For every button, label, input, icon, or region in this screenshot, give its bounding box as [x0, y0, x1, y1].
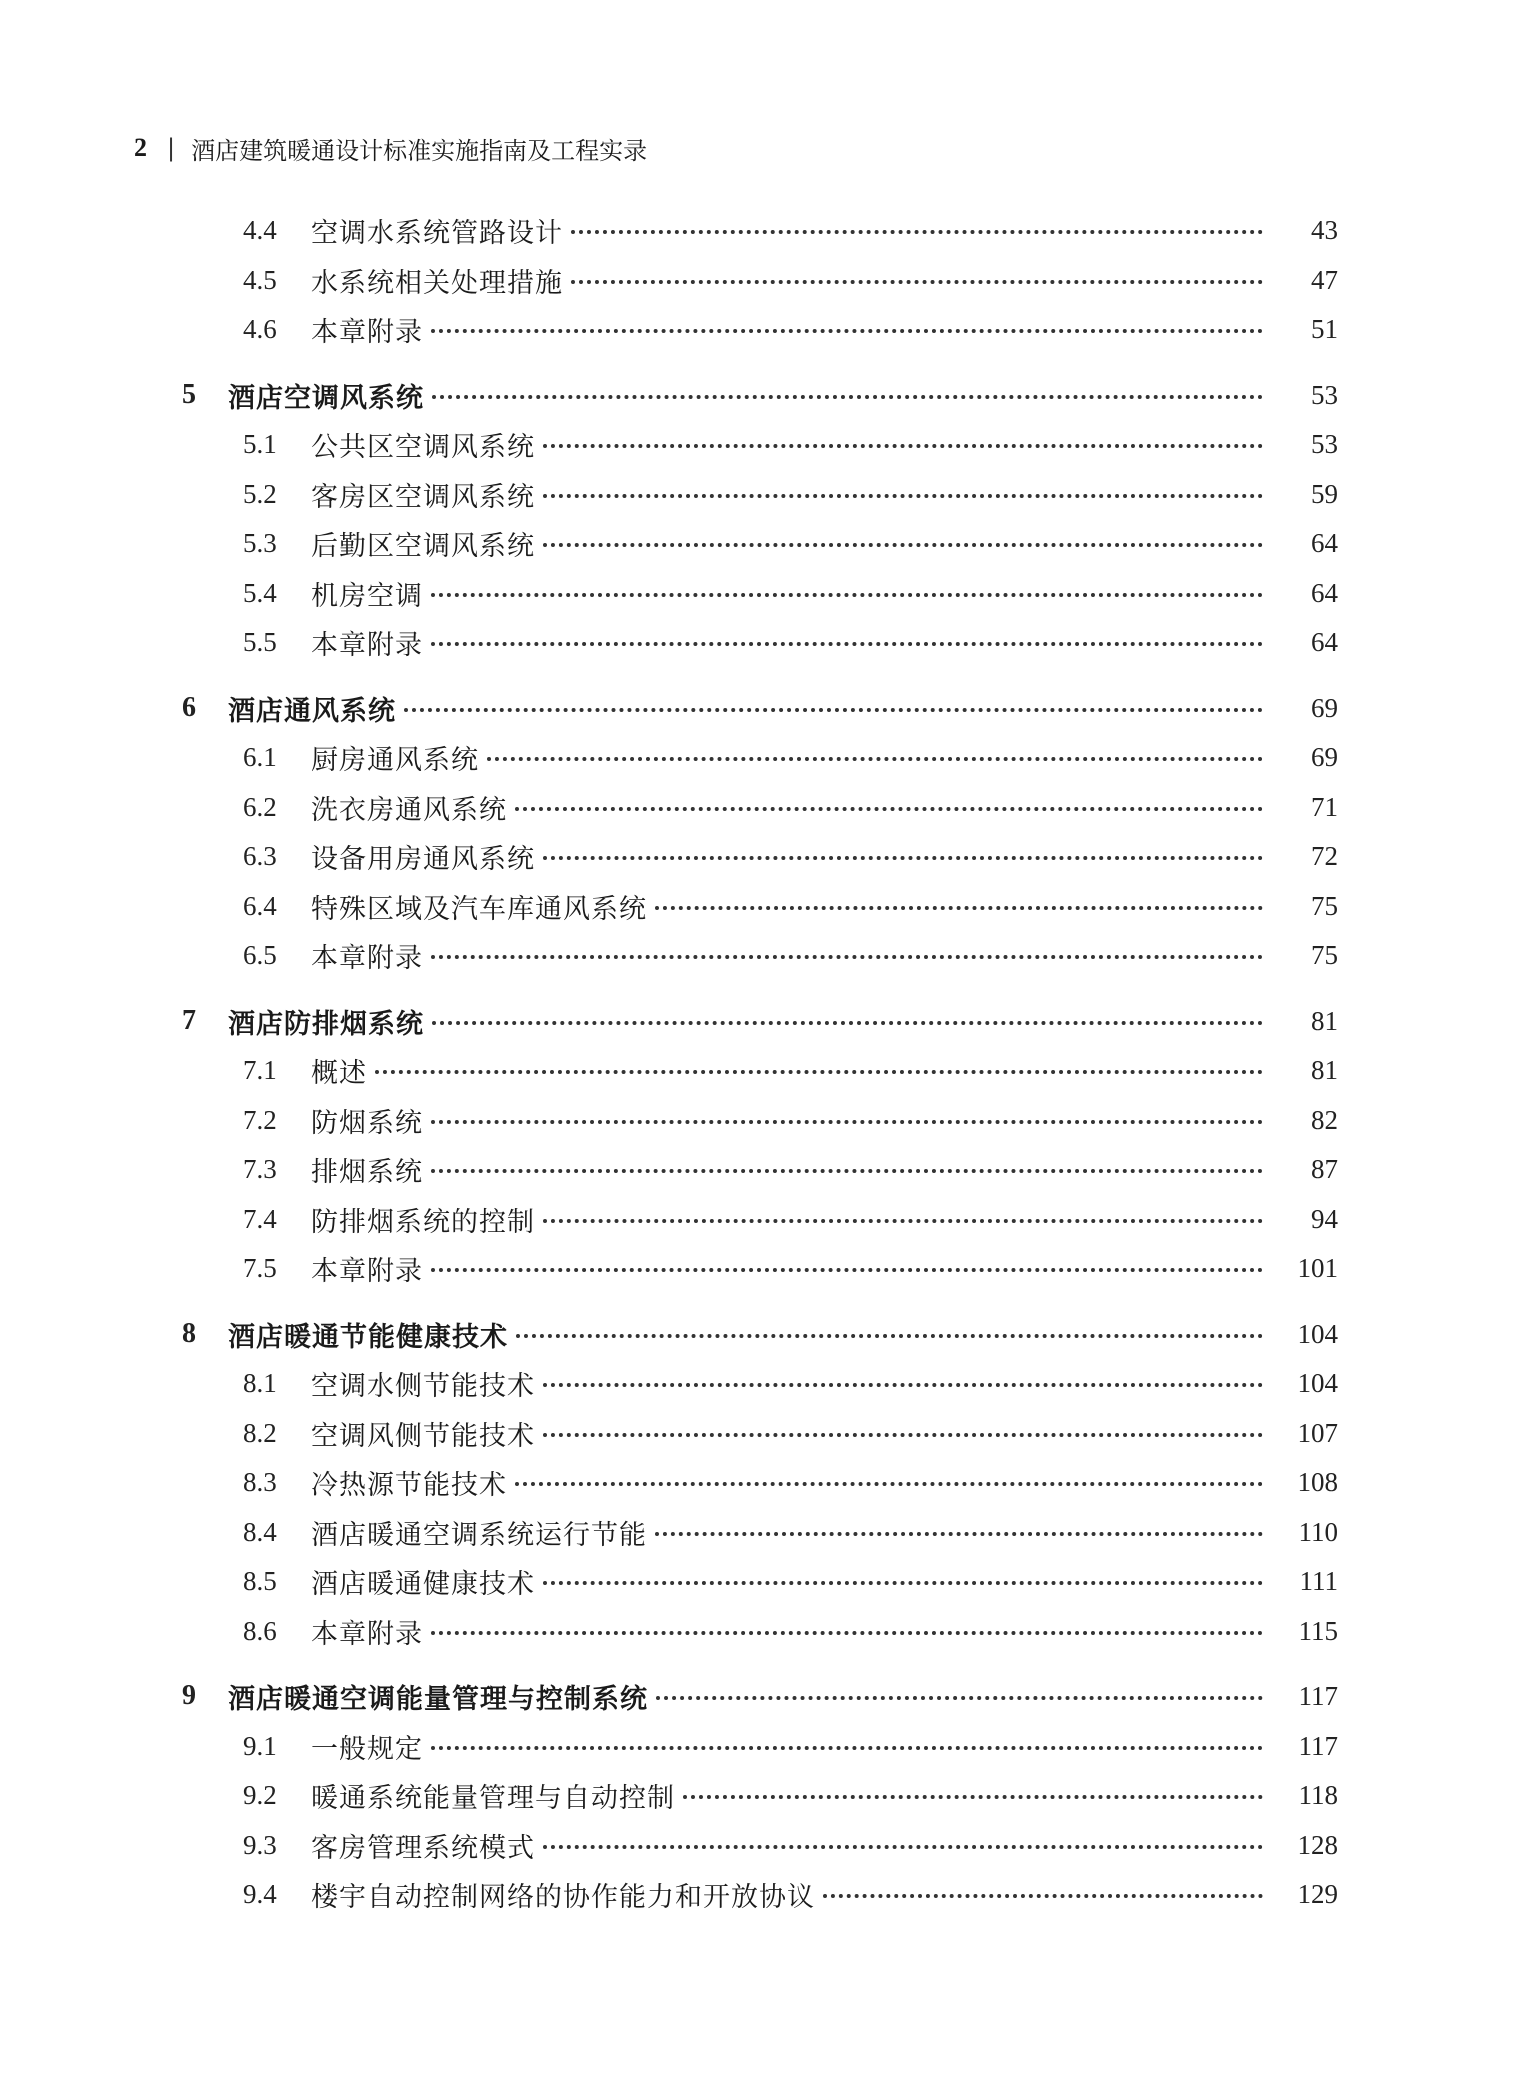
- toc-entry-title: 酒店暖通节能健康技术: [228, 1321, 508, 1353]
- toc-entry-title: 客房管理系统模式: [311, 1832, 535, 1864]
- toc-entry-title: 酒店暖通空调能量管理与控制系统: [228, 1683, 648, 1715]
- toc-section-entry[interactable]: [0, 1512, 1528, 1552]
- toc-entry-title: 暖通系统能量管理与自动控制: [311, 1782, 675, 1814]
- running-header: [134, 128, 647, 168]
- dot-leader: [571, 280, 1263, 284]
- dot-leader: [543, 1219, 1263, 1223]
- dot-leader: [431, 642, 1263, 646]
- dot-leader: [571, 230, 1263, 234]
- dot-leader: [515, 1482, 1263, 1486]
- toc-section-entry[interactable]: [0, 523, 1528, 563]
- toc-entry-page: 64: [1311, 577, 1338, 608]
- toc-entry-number: 5.4: [243, 577, 277, 608]
- toc-entry-number: 9.4: [243, 1878, 277, 1909]
- toc-entry-number: 5.2: [243, 478, 277, 509]
- toc-entry-page: 47: [1311, 264, 1338, 295]
- toc-entry-number: 6.4: [243, 890, 277, 921]
- toc-entry-title: 本章附录: [311, 629, 423, 661]
- toc-entry-page: 75: [1311, 939, 1338, 970]
- toc-section-entry[interactable]: [0, 210, 1528, 250]
- toc-entry-title: 厨房通风系统: [311, 744, 479, 776]
- toc-entry-number: 5.5: [243, 626, 277, 657]
- toc-entry-page: 53: [1311, 428, 1338, 459]
- toc-section-entry[interactable]: [0, 1611, 1528, 1651]
- dot-leader: [655, 906, 1263, 910]
- toc-entry-number: 4.4: [243, 214, 277, 245]
- toc-entry-page: 108: [1297, 1466, 1338, 1497]
- header-separator: |: [167, 134, 176, 162]
- dot-leader: [683, 1795, 1263, 1799]
- toc-section-entry[interactable]: [0, 1726, 1528, 1766]
- dot-leader: [431, 329, 1263, 333]
- dot-leader: [543, 1845, 1263, 1849]
- toc-entry-title: 一般规定: [311, 1733, 423, 1765]
- toc-entry-title: 防烟系统: [311, 1107, 423, 1139]
- toc-entry-page: 53: [1311, 379, 1338, 410]
- toc-entry-title: 洗衣房通风系统: [311, 794, 507, 826]
- toc-chapter-entry[interactable]: [0, 1001, 1528, 1041]
- toc-section-entry[interactable]: [0, 787, 1528, 827]
- toc-entry-title: 后勤区空调风系统: [311, 530, 535, 562]
- toc-entry-title: 水系统相关处理措施: [311, 267, 563, 299]
- toc-entry-title: 空调风侧节能技术: [311, 1420, 535, 1452]
- dot-leader: [431, 955, 1263, 959]
- toc-section-entry[interactable]: [0, 260, 1528, 300]
- toc-entry-title: 酒店暖通空调系统运行节能: [311, 1519, 647, 1551]
- dot-leader: [516, 1334, 1263, 1338]
- toc-entry-title: 本章附录: [311, 316, 423, 348]
- toc-entry-title: 本章附录: [311, 1618, 423, 1650]
- toc-entry-number: 9: [182, 1680, 196, 1711]
- toc-section-entry[interactable]: [0, 474, 1528, 514]
- toc-entry-number: 5.1: [243, 428, 277, 459]
- dot-leader: [431, 1120, 1263, 1124]
- toc-entry-page: 104: [1297, 1367, 1338, 1398]
- toc-entry-number: 7.4: [243, 1203, 277, 1234]
- toc-section-entry[interactable]: [0, 935, 1528, 975]
- toc-section-entry[interactable]: [0, 1874, 1528, 1914]
- toc-entry-page: 101: [1297, 1252, 1338, 1283]
- toc-chapter-entry[interactable]: [0, 688, 1528, 728]
- dot-leader: [431, 1631, 1263, 1635]
- toc-entry-page: 69: [1311, 692, 1338, 723]
- toc-chapter-entry[interactable]: [0, 375, 1528, 415]
- toc-entry-page: 43: [1311, 214, 1338, 245]
- toc-entry-page: 64: [1311, 527, 1338, 558]
- dot-leader: [543, 494, 1263, 498]
- toc-section-entry[interactable]: [0, 737, 1528, 777]
- toc-entry-page: 111: [1299, 1565, 1338, 1596]
- toc-entry-number: 5.3: [243, 527, 277, 558]
- toc-entry-title: 机房空调: [311, 580, 423, 612]
- dot-leader: [432, 395, 1263, 399]
- toc-entry-title: 概述: [311, 1057, 367, 1089]
- toc-entry-number: 8.3: [243, 1466, 277, 1497]
- toc-entry-number: 6.3: [243, 840, 277, 871]
- toc-chapter-entry[interactable]: [0, 1314, 1528, 1354]
- toc-entry-number: 7.3: [243, 1153, 277, 1184]
- toc-section-entry[interactable]: [0, 1050, 1528, 1090]
- toc-entry-page: 75: [1311, 890, 1338, 921]
- toc-entry-page: 71: [1311, 791, 1338, 822]
- dot-leader: [431, 1169, 1263, 1173]
- toc-section-entry[interactable]: [0, 424, 1528, 464]
- toc-entry-title: 酒店防排烟系统: [228, 1008, 424, 1040]
- toc-entry-title: 本章附录: [311, 942, 423, 974]
- toc-section-entry[interactable]: [0, 309, 1528, 349]
- toc-entry-number: 7.1: [243, 1054, 277, 1085]
- toc-entry-page: 94: [1311, 1203, 1338, 1234]
- dot-leader: [375, 1070, 1263, 1074]
- toc-entry-page: 72: [1311, 840, 1338, 871]
- toc-section-entry[interactable]: [0, 1825, 1528, 1865]
- toc-entry-page: 51: [1311, 313, 1338, 344]
- toc-entry-page: 64: [1311, 626, 1338, 657]
- dot-leader: [655, 1532, 1263, 1536]
- dot-leader: [431, 593, 1263, 597]
- toc-section-entry[interactable]: [0, 886, 1528, 926]
- toc-entry-title: 空调水系统管路设计: [311, 217, 563, 249]
- dot-leader: [404, 708, 1263, 712]
- toc-entry-page: 117: [1298, 1680, 1338, 1711]
- toc-entry-title: 防排烟系统的控制: [311, 1206, 535, 1238]
- dot-leader: [431, 1746, 1263, 1750]
- dot-leader: [656, 1696, 1263, 1700]
- toc-entry-title: 特殊区域及汽车库通风系统: [311, 893, 647, 925]
- dot-leader: [543, 543, 1263, 547]
- toc-entry-number: 8: [182, 1318, 196, 1349]
- toc-entry-title: 冷热源节能技术: [311, 1469, 507, 1501]
- toc-entry-number: 8.2: [243, 1417, 277, 1448]
- toc-entry-title: 公共区空调风系统: [311, 431, 535, 463]
- dot-leader: [487, 757, 1263, 761]
- book-title: 酒店建筑暖通设计标准实施指南及工程实录: [191, 136, 648, 165]
- dot-leader: [543, 1581, 1263, 1585]
- dot-leader: [543, 444, 1263, 448]
- dot-leader: [543, 856, 1263, 860]
- toc-entry-page: 81: [1311, 1054, 1338, 1085]
- toc-entry-number: 8.5: [243, 1565, 277, 1596]
- dot-leader: [432, 1021, 1263, 1025]
- toc-entry-number: 7: [182, 1005, 196, 1036]
- toc-entry-number: 4.5: [243, 264, 277, 295]
- toc-section-entry[interactable]: [0, 1413, 1528, 1453]
- toc-entry-page: 117: [1298, 1730, 1338, 1761]
- toc-section-entry[interactable]: [0, 1149, 1528, 1189]
- toc-entry-title: 酒店空调风系统: [228, 382, 424, 414]
- toc-entry-title: 酒店暖通健康技术: [311, 1568, 535, 1600]
- toc-chapter-entry[interactable]: [0, 1676, 1528, 1716]
- toc-entry-page: 129: [1297, 1878, 1338, 1909]
- toc-section-entry[interactable]: [0, 1363, 1528, 1403]
- toc-entry-number: 9.1: [243, 1730, 277, 1761]
- toc-entry-page: 81: [1311, 1005, 1338, 1036]
- toc-entry-title: 排烟系统: [311, 1156, 423, 1188]
- toc-entry-page: 118: [1298, 1779, 1338, 1810]
- toc-entry-page: 59: [1311, 478, 1338, 509]
- toc-entry-number: 6.5: [243, 939, 277, 970]
- toc-entry-title: 楼宇自动控制网络的协作能力和开放协议: [311, 1881, 815, 1913]
- toc-entry-page: 82: [1311, 1104, 1338, 1135]
- toc-entry-number: 8.4: [243, 1516, 277, 1547]
- toc-entry-number: 5: [182, 379, 196, 410]
- toc-entry-title: 设备用房通风系统: [311, 843, 535, 875]
- dot-leader: [431, 1268, 1263, 1272]
- toc-entry-number: 6.2: [243, 791, 277, 822]
- toc-entry-page: 107: [1297, 1417, 1338, 1448]
- toc-entry-number: 9.3: [243, 1829, 277, 1860]
- toc-section-entry[interactable]: [0, 1248, 1528, 1288]
- toc-section-entry[interactable]: [0, 1199, 1528, 1239]
- toc-entry-page: 69: [1311, 741, 1338, 772]
- toc-entry-number: 8.1: [243, 1367, 277, 1398]
- toc-entry-page: 104: [1297, 1318, 1338, 1349]
- toc-section-entry[interactable]: [0, 836, 1528, 876]
- toc-section-entry[interactable]: [0, 1462, 1528, 1502]
- toc-section-entry[interactable]: [0, 622, 1528, 662]
- toc-entry-number: 6: [182, 692, 196, 723]
- toc-entry-page: 115: [1298, 1615, 1338, 1646]
- toc-entry-title: 本章附录: [311, 1255, 423, 1287]
- toc-entry-number: 9.2: [243, 1779, 277, 1810]
- toc-entry-number: 7.2: [243, 1104, 277, 1135]
- toc-section-entry[interactable]: [0, 1775, 1528, 1815]
- toc-entry-title: 空调水侧节能技术: [311, 1370, 535, 1402]
- toc-entry-page: 128: [1297, 1829, 1338, 1860]
- toc-entry-title: 客房区空调风系统: [311, 481, 535, 513]
- toc-entry-number: 6.1: [243, 741, 277, 772]
- toc-entry-page: 87: [1311, 1153, 1338, 1184]
- toc-entry-number: 4.6: [243, 313, 277, 344]
- dot-leader: [823, 1894, 1263, 1898]
- dot-leader: [543, 1383, 1263, 1387]
- dot-leader: [543, 1433, 1263, 1437]
- toc-section-entry[interactable]: [0, 1561, 1528, 1601]
- toc-entry-title: 酒店通风系统: [228, 695, 396, 727]
- toc-entry-page: 110: [1298, 1516, 1338, 1547]
- toc-entry-number: 8.6: [243, 1615, 277, 1646]
- dot-leader: [515, 807, 1263, 811]
- toc-entry-number: 7.5: [243, 1252, 277, 1283]
- page-number: 2: [134, 133, 147, 162]
- toc-section-entry[interactable]: [0, 1100, 1528, 1140]
- toc-section-entry[interactable]: [0, 573, 1528, 613]
